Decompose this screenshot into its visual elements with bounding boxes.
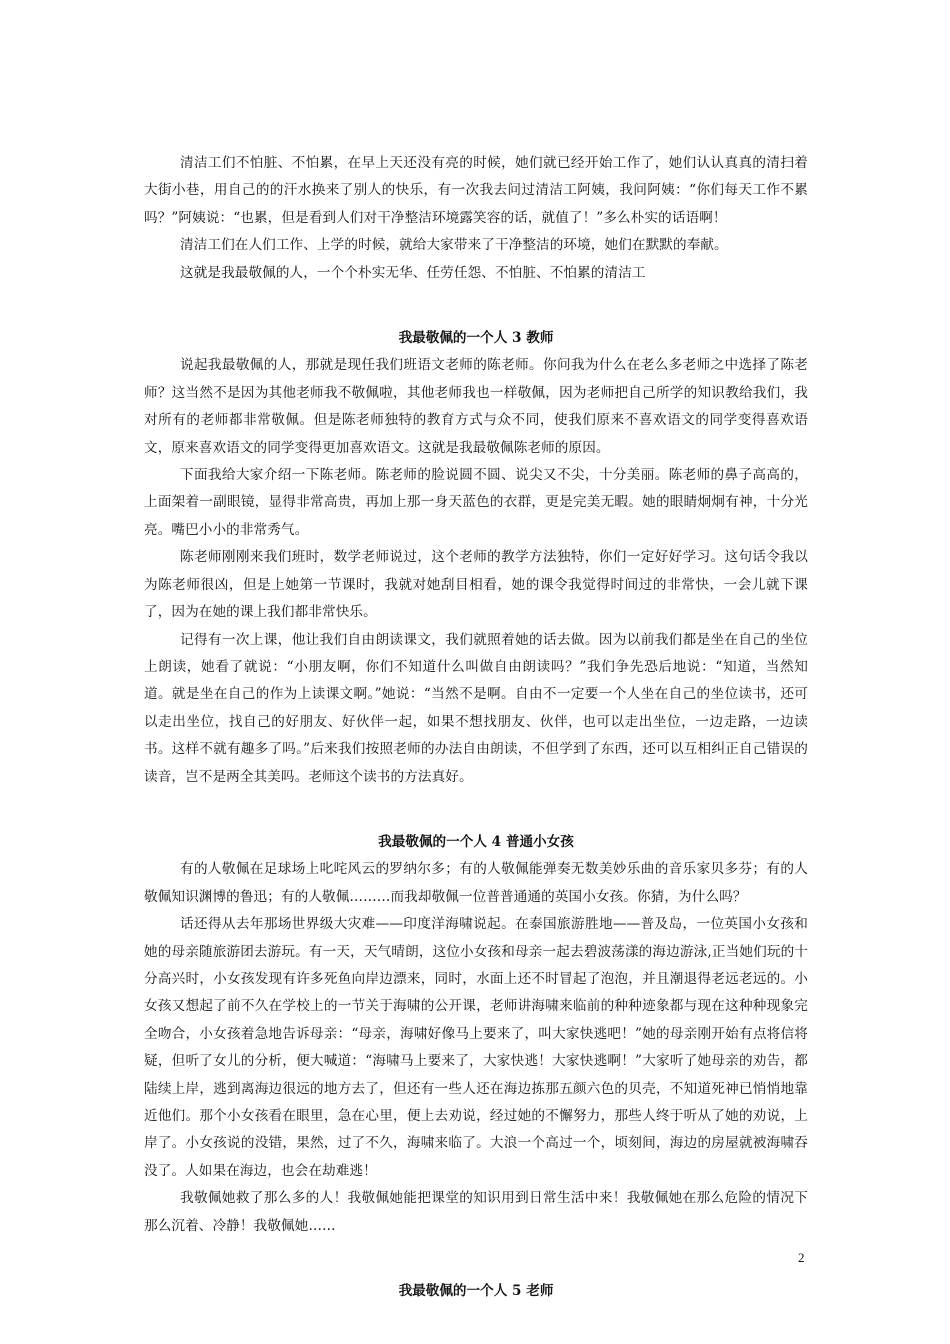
paragraph: 下面我给大家介绍一下陈老师。陈老师的脸说圆不圆、说尖又不尖，十分美丽。陈老师的鼻子高高的，上面架着一副眼镜，显得非常高贵，再加上那一身天蓝色的衣群，更是完美无暇。她的眼睛炯炯有神，十分光亮。嘴巴小小的非常秀气。: [144, 467, 808, 538]
paragraph: 说起我最敬佩的人，那就是现任我们班语文老师的陈老师。你问我为什么在老么多老师之中选择了陈老师？这当然不是因为其他老师我不敬佩啦，其他老师我也一样敬佩，因为老师把自己所学的知识教给我们，我对所有的老师都非常敬佩。但是陈老师独特的教育方式与众不同，使我们原来不喜欢语文的同学变得喜欢语文，原来喜欢语文的同学变得更加喜欢语文。这就是我最敬佩陈老师的原因。: [144, 357, 808, 456]
paragraph: 清洁工们在人们工作、上学的时候，就给大家带来了干净整洁的环境，她们在默默的奉献。: [180, 237, 728, 254]
section-title: 我最敬佩的一个人 3 教师: [398, 330, 554, 347]
paragraph: 清洁工们不怕脏、不怕累，在早上天还没有亮的时候，她们就已经开始工作了，她们认认真真的清扫着大街小巷，用自己的的汗水换来了别人的快乐，有一次我去问过清洁工阿姨，我问阿姨：“你们每天工作不累吗？”阿姨说：“也累，但是看到人们对干净整洁环境露笑容的话，就值了！”多么朴实的话语啊！: [144, 155, 808, 226]
paragraph: 陈老师刚刚来我们班时，数学老师说过，这个老师的教学方法独特，你们一定好好学习。这句话令我以为陈老师很凶，但是上她第一节课时，我就对她刮目相看，她的课令我觉得时间过的非常快，一会儿就下课了，因为在她的课上我们都非常快乐。: [144, 549, 808, 621]
paragraph: 记得有一次上课，他让我们自由朗读课文，我们就照着她的话去做。因为以前我们都是坐在自己的坐位上朗读，她看了就说：“小朋友啊，你们不知道什么叫做自由朗读吗？”我们争先恐后地说：“知道，当然知道。就是坐在自己的作为上读课文啊。”她说：“当然不是啊。自由不一定要一个人坐在自己的坐位读书，还可以走出坐位，找自己的好朋友、好伙伴一起，如果不想找朋友、伙伴，也可以走出坐位，一边走路，一边读书。这样不就有趣多了吗。”后来我们按照老师的办法自由朗读，不但学到了东西，还可以互相纠正自己错误的读音，岂不是两全其美吗。老师这个读书的方法真好。: [144, 631, 808, 785]
page-number: 2: [798, 1250, 805, 1265]
paragraph: 这就是我最敬佩的人，一个个朴实无华、任劳任怨、不怕脏、不怕累的清洁工: [180, 264, 646, 281]
section-title: 我最敬佩的一个人 4 普通小女孩: [378, 833, 574, 850]
paragraph: 我敬佩她救了那么多的人！我敬佩她能把课堂的知识用到日常生活中来！我敬佩她在那么危险的情况下那么沉着、冷静！我敬佩她……: [144, 1190, 808, 1234]
section-title: 我最敬佩的一个人 5 老师: [398, 1283, 554, 1300]
paragraph: 话还得从去年那场世界级大灾难——印度洋海啸说起。在泰国旅游胜地——普及岛，一位英国小女孩和她的母亲随旅游团去游玩。有一天，天气晴朗，这位小女孩和母亲一起去碧波荡漾的海边游泳,正当她们玩的十分高兴时，小女孩发现有许多死鱼向岸边漂来，同时，水面上还不时冒起了泡泡，并且潮退得老远老远的。小女孩又想起了前不久在学校上的一节关于海啸的公开课，老师讲海啸来临前的种种迹象都与现在这种种现象完全吻合，小女孩着急地告诉母亲：“母亲，海啸好像马上要来了，叫大家快逃吧！”她的母亲刚开始有点将信将疑，但听了女儿的分析，便大喊道：“海啸马上要来了，大家快逃！大家快逃啊！”大家听了她母亲的劝告，都陆续上岸，逃到离海边很远的地方去了，但还有一些人还在海边拣那五颜六色的贝壳，不知道死神已悄悄地靠近他们。那个小女孩看在眼里，急在心里，便上去劝说，经过她的不懈努力，那些人终于听从了她的劝说，上岸了。小女孩说的没错，果然，过了不久，海啸来临了。大浪一个高过一个，顷刻间，海边的房屋就被海啸吞没了。人如果在海边，也会在劫难逃！: [144, 916, 808, 1179]
paragraph: 有的人敬佩在足球场上叱咤风云的罗纳尔多；有的人敬佩能弹奏无数美妙乐曲的音乐家贝多芬；有的人敬佩知识渊博的鲁迅；有的人敬佩………而我却敬佩一位普普通通的英国小女孩。你猜，为什么吗？: [144, 861, 808, 905]
document-body: [144, 150, 808, 1305]
